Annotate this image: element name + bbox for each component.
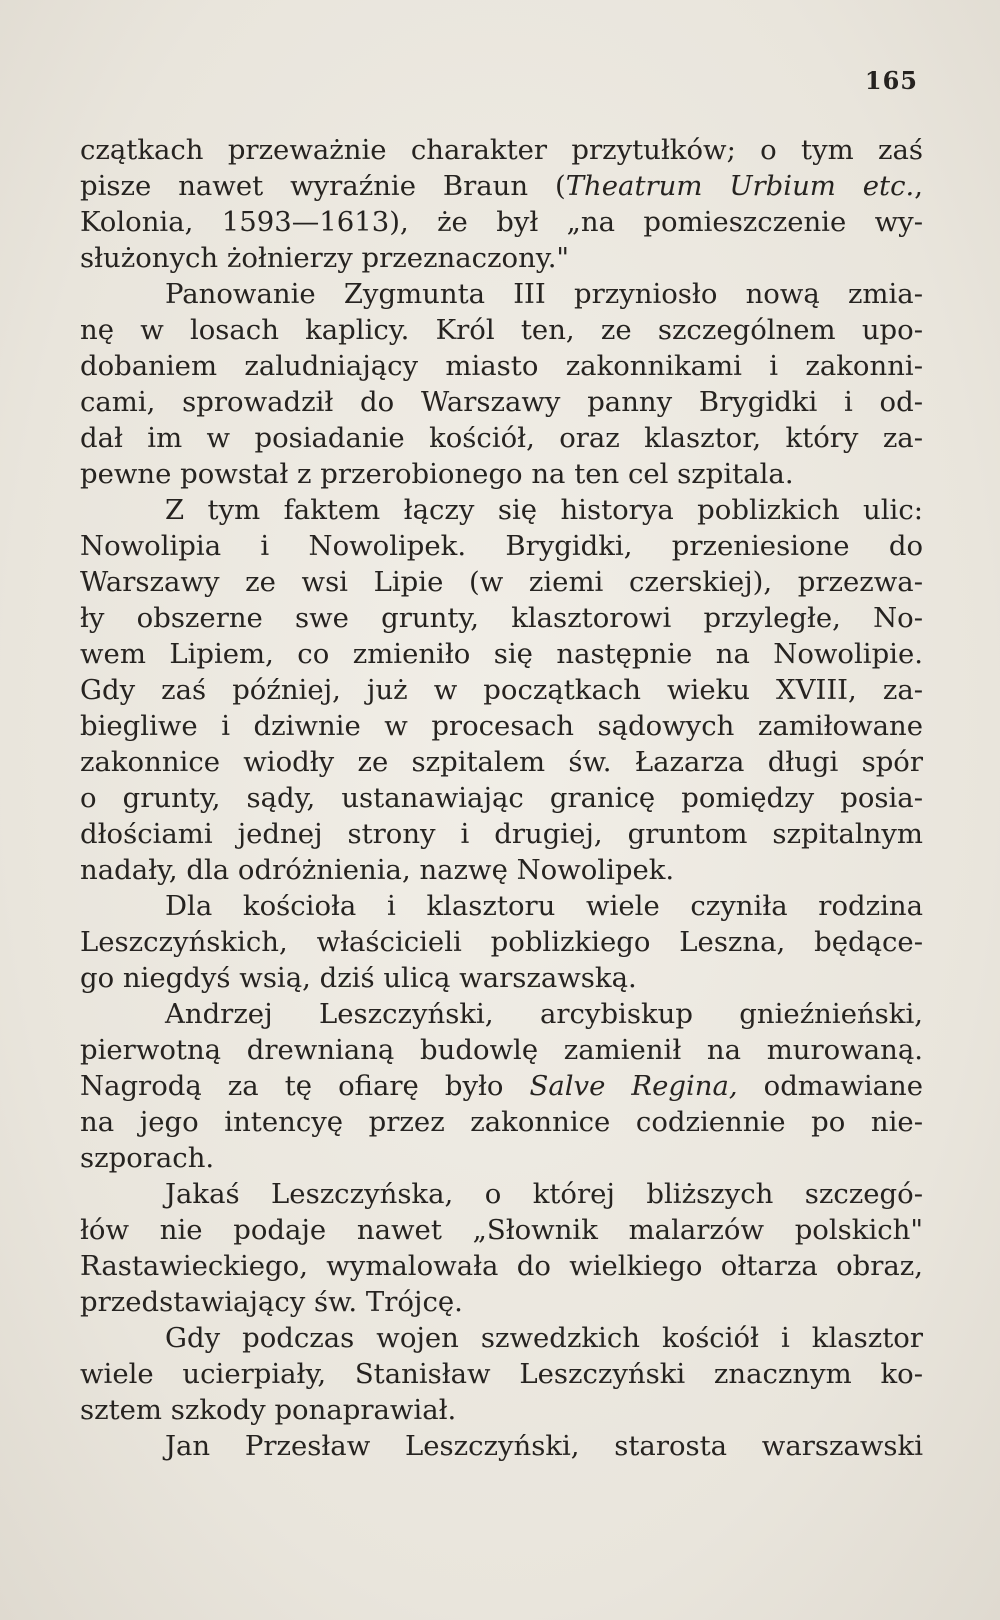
- text-line-content: go niegdyś wsią, dziś ulicą warszawską.: [80, 962, 637, 994]
- text-line-content: na jego intencyę przez zakonnice codziennie po nie-: [80, 1106, 923, 1138]
- text-line: [80, 240, 923, 276]
- text-line: [80, 708, 923, 744]
- text-line-content: o grunty, sądy, ustanawiając granicę pomiędzy posia-: [80, 782, 923, 814]
- text-line-content: Andrzej Leszczyński, arcybiskup gnieźnieński,: [165, 998, 923, 1030]
- italic-title: Theatrum Urbium etc.: [565, 170, 915, 202]
- text-line-content: czątkach przeważnie charakter przytułków; o tym zaś: [80, 134, 923, 166]
- text-line: [80, 996, 923, 1032]
- text-line-content: Nowolipia i Nowolipek. Brygidki, przeniesione do: [80, 530, 923, 562]
- text-line-content: Kolonia, 1593—1613), że był „na pomieszczenie wy-: [80, 206, 923, 238]
- text-line: [80, 1356, 923, 1392]
- text-line: [80, 1104, 923, 1140]
- text-line-content: dobaniem zaludniający miasto zakonnikami i zakonni-: [80, 350, 923, 382]
- text-line: [80, 1140, 923, 1176]
- text-line-content: dał im w posiadanie kościół, oraz klasztor, który za-: [80, 422, 923, 454]
- text-line: [80, 1284, 923, 1320]
- text-line: [80, 1428, 923, 1464]
- text-line-content: zakonnice wiodły ze szpitalem św. Łazarza długi spór: [80, 746, 923, 778]
- text-line-content: Dla kościoła i klasztoru wiele czyniła rodzina: [165, 890, 923, 922]
- text-line-content: Panowanie Zygmunta III przyniosło nową zmia-: [165, 278, 923, 310]
- text-line-content: Jakaś Leszczyńska, o której bliższych szczegó-: [165, 1178, 923, 1210]
- page-number: 165: [864, 66, 918, 95]
- text-line: [80, 204, 923, 240]
- text-line-content: Gdy podczas wojen szwedzkich kościół i klasztor: [165, 1322, 923, 1354]
- text-line-content: wiele ucierpiały, Stanisław Leszczyński znacznym ko-: [80, 1358, 923, 1390]
- text-line-content: Nagrodą za tę ofiarę było: [80, 1070, 530, 1102]
- text-line: [80, 420, 923, 456]
- text-line-content: pewne powstał z przerobionego na ten cel szpitala.: [80, 458, 794, 490]
- text-line: [80, 1212, 923, 1248]
- text-line: [80, 672, 923, 708]
- text-line: [80, 888, 923, 924]
- text-line-content: Leszczyńskich, właścicieli poblizkiego Leszna, będące-: [80, 926, 923, 958]
- text-line-content: Warszawy ze wsi Lipie (w ziemi czerskiej), przezwa-: [80, 566, 923, 598]
- text-line: [80, 924, 923, 960]
- text-line-content: Rastawieckiego, wymalowała do wielkiego ołtarza obraz,: [80, 1250, 923, 1282]
- text-line: [80, 600, 923, 636]
- text-line: [80, 312, 923, 348]
- text-line-content: nę w losach kaplicy. Król ten, ze szczególnem upo-: [80, 314, 923, 346]
- text-line-content: wem Lipiem, co zmieniło się następnie na Nowolipie.: [80, 638, 923, 670]
- text-line: [80, 1068, 923, 1104]
- text-line-content: cami, sprowadził do Warszawy panny Brygidki i od-: [80, 386, 923, 418]
- text-line-content: służonych żołnierzy przeznaczony.": [80, 242, 570, 274]
- text-line: [80, 456, 923, 492]
- text-line: [80, 636, 923, 672]
- text-line-content: pisze nawet wyraźnie Braun (: [80, 170, 566, 202]
- text-line: [80, 960, 923, 996]
- text-line: [80, 492, 923, 528]
- text-line-content: dłościami jednej strony i drugiej, gruntom szpitalnym: [80, 818, 923, 850]
- text-line-content: przedstawiający św. Trójcę.: [80, 1286, 463, 1318]
- text-line: [80, 384, 923, 420]
- text-line-content: łów nie podaje nawet „Słownik malarzów polskich": [80, 1214, 923, 1246]
- text-line: [80, 780, 923, 816]
- text-line-content: Z tym faktem łączy się historya poblizkich ulic:: [165, 494, 923, 526]
- text-line-content: sztem szkody ponaprawiał.: [80, 1394, 457, 1426]
- text-line: [80, 816, 923, 852]
- text-line: [80, 744, 923, 780]
- text-line: [80, 852, 923, 888]
- text-line: [80, 564, 923, 600]
- text-line-tail: odmawiane: [737, 1070, 923, 1102]
- text-line-content: biegliwe i dziwnie w procesach sądowych zamiłowane: [80, 710, 923, 742]
- text-line-content: Gdy zaś później, już w początkach wieku XVIII, za-: [80, 674, 923, 706]
- body-text: [80, 132, 923, 1464]
- text-line: [80, 276, 923, 312]
- text-line-content: nadały, dla odróżnienia, nazwę Nowolipek.: [80, 854, 675, 886]
- text-line-content: Jan Przesław Leszczyński, starosta warszawski: [165, 1430, 923, 1462]
- text-line-content: pierwotną drewnianą budowlę zamienił na murowaną.: [80, 1034, 923, 1066]
- text-line: [80, 168, 923, 204]
- text-line-tail: ,: [914, 170, 923, 202]
- text-line: [80, 1248, 923, 1284]
- text-line: [80, 1320, 923, 1356]
- text-line: [80, 1392, 923, 1428]
- text-line: [80, 1032, 923, 1068]
- text-line: [80, 1176, 923, 1212]
- text-line: [80, 348, 923, 384]
- text-line: [80, 528, 923, 564]
- text-line-content: ły obszerne swe grunty, klasztorowi przyległe, No-: [80, 602, 923, 634]
- text-line-content: szporach.: [80, 1142, 215, 1174]
- italic-title: Salve Regina,: [529, 1070, 738, 1102]
- text-line: [80, 132, 923, 168]
